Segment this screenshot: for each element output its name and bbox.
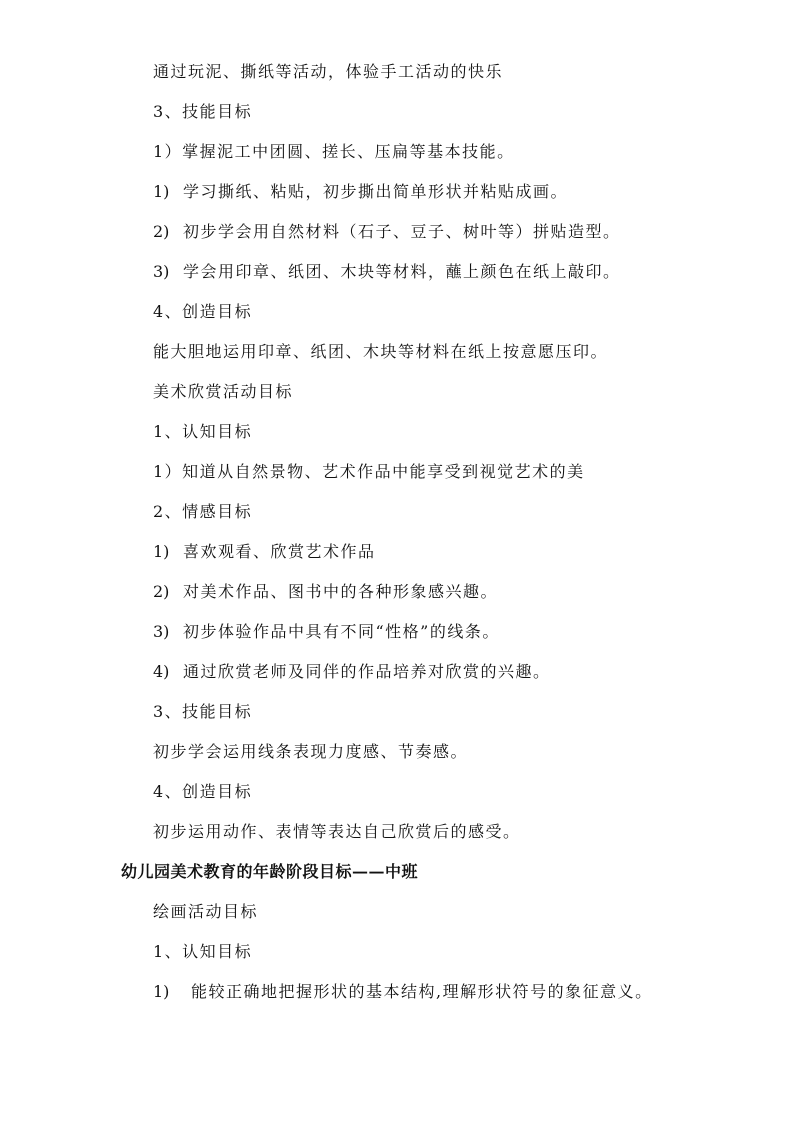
list-number: 1) (153, 542, 170, 561)
list-number: 2) (153, 222, 170, 241)
text-line: 能大胆地运用印章、纸团、木块等材料在纸上按意愿压印。 (153, 342, 609, 361)
list-text: 通过欣赏老师及同伴的作品培养对欣赏的兴趣。 (183, 662, 551, 681)
section-heading: 幼儿园美术教育的年龄阶段目标——中班 (121, 862, 419, 881)
subheading-cognitive-goals: 1、认知目标 (153, 942, 253, 961)
text-line: 1）知道从自然景物、艺术作品中能享受到视觉艺术的美 (153, 462, 585, 481)
subheading-emotional-goals: 2、情感目标 (153, 502, 253, 521)
subheading-skill-goals: 3、技能目标 (153, 702, 253, 721)
list-text: 喜欢观看、欣赏艺术作品 (183, 542, 376, 561)
subheading-skill-goals: 3、技能目标 (153, 102, 253, 121)
list-text: 学会用印章、纸团、木块等材料，蘸上颜色在纸上敲印。 (183, 262, 621, 281)
subheading-drawing-activity: 绘画活动目标 (153, 902, 259, 921)
list-number: 1) (153, 182, 170, 201)
subheading-cognitive-goals: 1、认知目标 (153, 422, 253, 441)
list-text: 学习撕纸、粘贴，初步撕出简单形状并粘贴成画。 (183, 182, 569, 201)
list-number: 1) (153, 982, 170, 1001)
list-item (153, 622, 500, 642)
text-line: 初步运用动作、表情等表达自己欣赏后的感受。 (153, 822, 521, 841)
subheading-creative-goals: 4、创造目标 (153, 302, 253, 321)
list-item (153, 262, 621, 282)
list-number: 3) (153, 622, 170, 641)
subheading-creative-goals: 4、创造目标 (153, 782, 253, 801)
list-text: 能较正确地把握形状的基本结构,理解形状符号的象征意义。 (191, 982, 653, 1001)
list-number: 2) (153, 582, 170, 601)
list-text: 初步体验作品中具有不同“性格”的线条。 (183, 622, 500, 641)
list-item (153, 542, 376, 562)
list-text: 初步学会用自然材料（石子、豆子、树叶等）拼贴造型。 (183, 222, 621, 241)
text-line: 初步学会运用线条表现力度感、节奏感。 (153, 742, 469, 761)
list-item (153, 982, 653, 1002)
list-item (153, 662, 551, 682)
list-number: 3) (153, 262, 170, 281)
subheading-art-appreciation: 美术欣赏活动目标 (153, 382, 294, 401)
list-text: 对美术作品、图书中的各种形象感兴趣。 (183, 582, 499, 601)
list-number: 4) (153, 662, 170, 681)
text-line: 通过玩泥、撕纸等活动，体验手工活动的快乐 (153, 62, 504, 81)
text-line: 1）掌握泥工中团圆、搓长、压扁等基本技能。 (153, 142, 515, 161)
list-item (153, 182, 568, 202)
list-item (153, 582, 498, 602)
list-item (153, 222, 621, 242)
